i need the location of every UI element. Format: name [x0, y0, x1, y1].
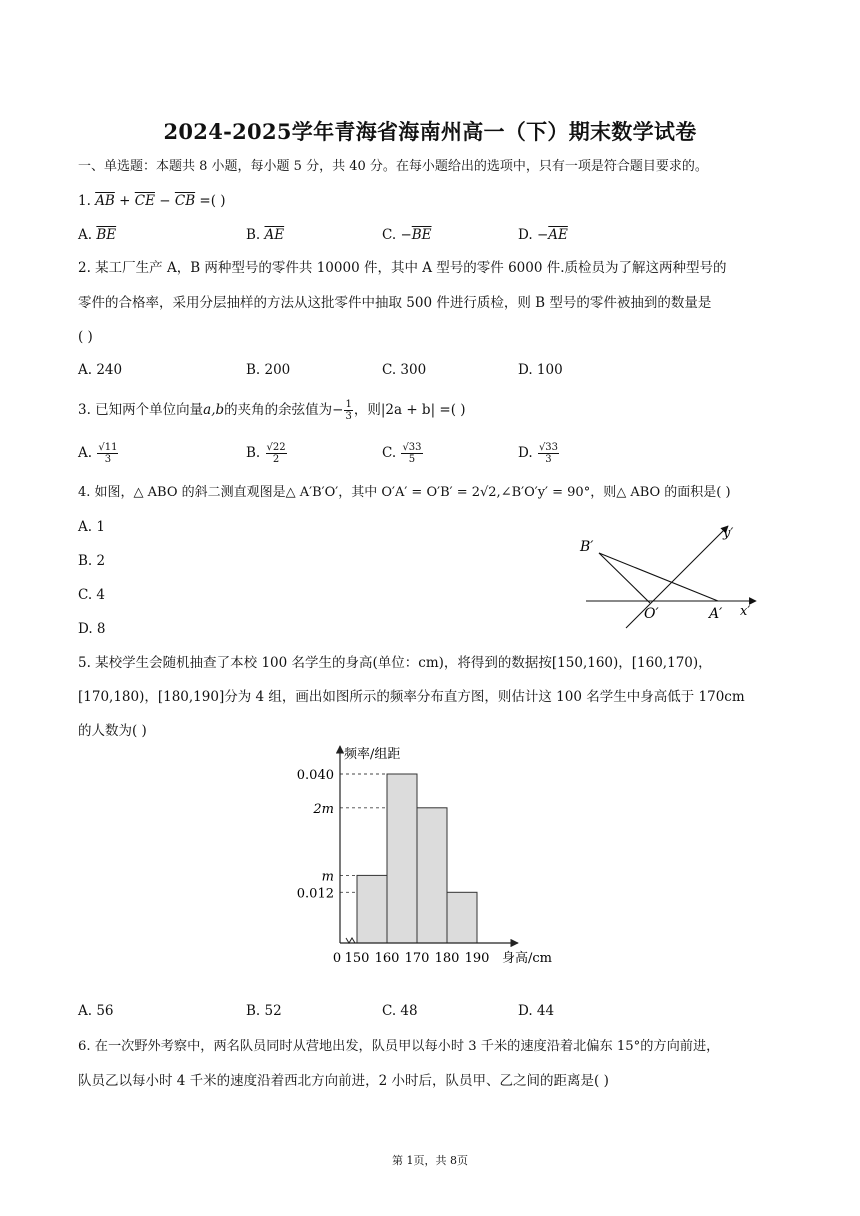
q5-stem-line-2: [170,180)，[180,190]分为 4 组，画出如图所示的频率分布直方图，则估计这 100 名学生中身高低于 170cm: [78, 689, 745, 705]
q2-stem-line-3: ( ): [78, 329, 93, 345]
label-o: O′: [644, 606, 659, 622]
q3-option-c[interactable]: C. $\frac{√33}{5}$: [382, 442, 422, 465]
q2-option-d[interactable]: D. 100: [518, 362, 563, 378]
q5-option-a[interactable]: A. 56: [78, 1003, 114, 1019]
q4-option-d[interactable]: D. 8: [78, 621, 106, 637]
hist-bar-2: [387, 774, 417, 943]
q5-option-c[interactable]: C. 48: [382, 1003, 418, 1019]
q4-stem: 4. 如图，△ ABO 的斜二测直观图是△ A′B′O′，其中 O′A′ = O′B′ = 2√2,∠B′O′y′ = 90°，则△ ABO 的面积是( ): [78, 485, 731, 500]
q3-stem-mid: 的夹角的余弦值为−: [224, 402, 344, 418]
label-x: x′: [740, 604, 751, 619]
q1-blank: =( ): [195, 193, 226, 209]
q1-number: 1.: [78, 193, 91, 209]
hist-bar-4: [447, 892, 477, 943]
q4-figure: [570, 515, 770, 635]
q4-option-c[interactable]: C. 4: [78, 587, 106, 603]
q1-op-minus: −: [154, 193, 175, 209]
q5-stem-line-3: 的人数为( ): [78, 723, 147, 739]
q5-option-b[interactable]: B. 52: [246, 1003, 282, 1019]
hist-bar-1: [357, 875, 387, 943]
q4-option-b[interactable]: B. 2: [78, 553, 106, 569]
histogram: [290, 740, 580, 972]
hist-xtick-4: 170: [404, 951, 430, 966]
q1-vector-3: $\overline{CB}$: [174, 193, 196, 209]
q3-stem: [78, 399, 466, 422]
q3-stem-post: ，则|2a + b| =( ): [353, 402, 466, 418]
q1-vector-2: $\overline{CE}$: [134, 193, 155, 209]
q3-option-d[interactable]: D. $\frac{√33}{3}$: [518, 442, 559, 465]
hist-ytick-2: 2m: [313, 801, 334, 817]
hist-xlabel: 身高/cm: [502, 951, 552, 966]
hist-xtick-5: 180: [434, 951, 460, 966]
label-a: A′: [709, 606, 723, 622]
q5-stem-line-1: 5. 某校学生会随机抽查了本校 100 名学生的身高(单位：cm)，将得到的数据按[150,160)，[160,170)，: [78, 655, 712, 671]
segment-b-a: [599, 553, 718, 601]
q3-vectors: a,b: [203, 402, 225, 418]
hist-ytick-4: 0.012: [296, 886, 334, 902]
hist-ylabel: 频率/组距: [344, 747, 401, 762]
q2-option-b[interactable]: B. 200: [246, 362, 291, 378]
q4-option-a[interactable]: A. 1: [78, 519, 105, 535]
label-y: y′: [723, 526, 734, 541]
q1-op-plus: +: [114, 193, 135, 209]
q1-vector-1: $\overline{AB}$: [95, 193, 115, 209]
page-footer: 第 1页，共 8页: [392, 1154, 468, 1167]
hist-xtick-3: 160: [374, 951, 400, 966]
q3-stem-pre: 3. 已知两个单位向量: [78, 402, 204, 418]
q3-option-a[interactable]: A. $\frac{√11}{3}$: [78, 442, 118, 465]
q5-option-d[interactable]: D. 44: [518, 1003, 555, 1019]
q1-option-b[interactable]: B. $\overline{AE}$: [246, 227, 285, 243]
section-heading: 一、单选题：本题共 8 小题，每小题 5 分，共 40 分。在每小题给出的选项中，只有一项是符合题目要求的。: [78, 159, 708, 174]
q1-option-c[interactable]: C. $-\overline{BE}$: [382, 227, 432, 243]
q1-option-a[interactable]: A. $\overline{BE}$: [78, 227, 117, 243]
hist-xtick-2: 150: [344, 951, 370, 966]
hist-bar-3: [417, 808, 447, 943]
label-b: B′: [580, 539, 594, 555]
q6-stem-line-2: 队员乙以每小时 4 千米的速度沿着西北方向前进，2 小时后，队员甲、乙之间的距离是( ): [78, 1073, 609, 1089]
q2-option-c[interactable]: C. 300: [382, 362, 427, 378]
question-1-stem: [78, 192, 226, 210]
q6-stem-line-1: 6. 在一次野外考察中，两名队员同时从营地出发，队员甲以每小时 3 千米的速度沿着北偏东 15°的方向前进，: [78, 1039, 720, 1054]
q3-option-b[interactable]: B. $\frac{√22}{2}$: [246, 442, 286, 465]
q2-stem-line-2: 零件的合格率，采用分层抽样的方法从这批零件中抽取 500 件进行质检，则 B 型号的零件被抽到的数量是: [78, 295, 712, 311]
hist-ytick-1: 0.040: [296, 768, 334, 783]
q2-stem-line-1: 2. 某工厂生产 A，B 两种型号的零件共 10000 件，其中 A 型号的零件 6000 件.质检员为了解这两种型号的: [78, 260, 727, 276]
axis-break-mark: [346, 938, 355, 943]
q1-option-d[interactable]: D. $-\overline{AE}$: [518, 227, 568, 243]
hist-ytick-3: m: [321, 869, 334, 885]
page-title: 2024-2025学年青海省海南州高一（下）期末数学试卷: [163, 119, 697, 144]
segment-b-o: [599, 553, 650, 603]
hist-xtick-6: 190: [464, 951, 490, 966]
hist-xtick-1: 0: [332, 951, 342, 966]
q2-option-a[interactable]: A. 240: [78, 362, 123, 378]
q3-fraction: $\frac{1}{3}$: [345, 399, 352, 422]
